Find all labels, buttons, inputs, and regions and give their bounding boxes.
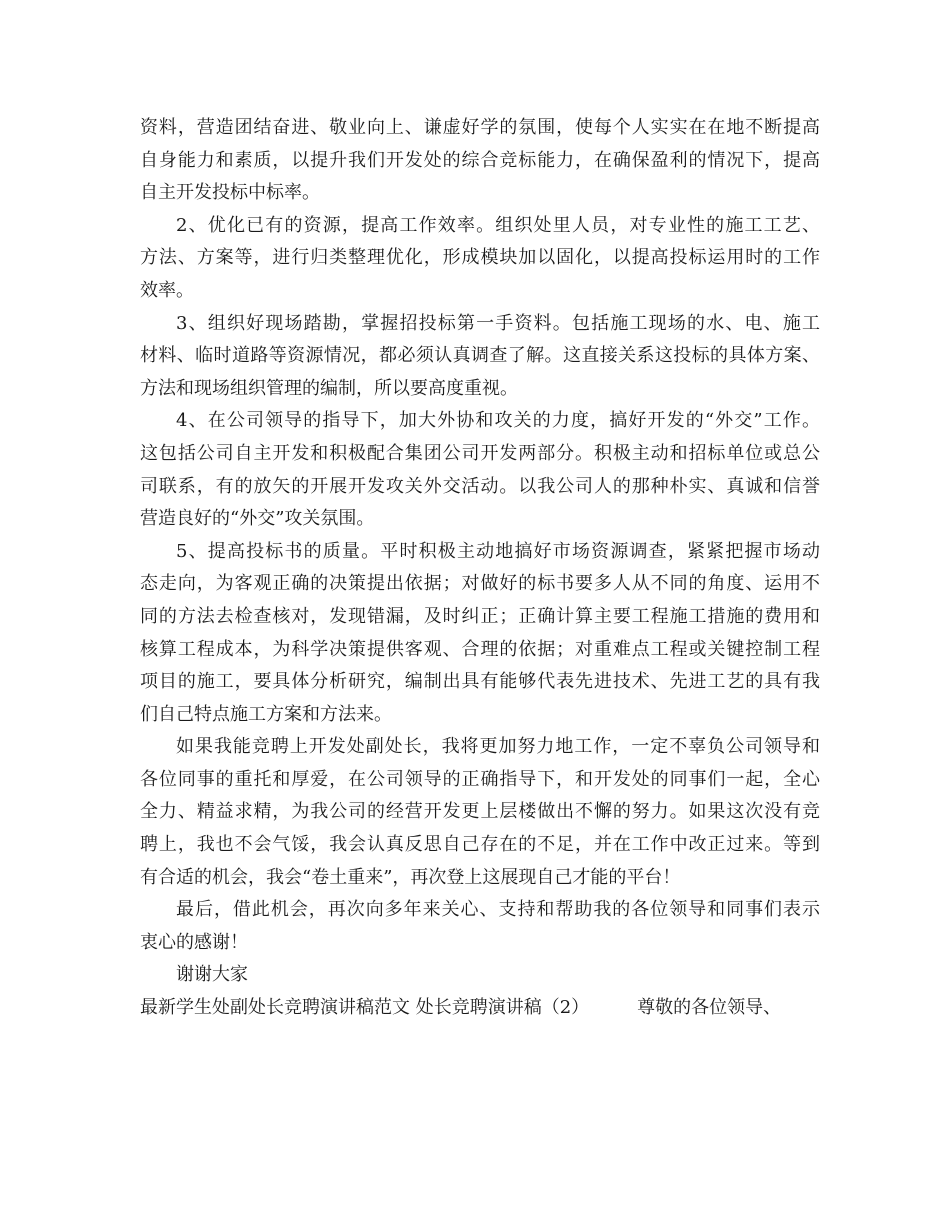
paragraph-line: 材料、临时道路等资源情况，都必须认真调查了解。这直接关系这投标的具体方案、 [140,345,820,367]
paragraph-line: 4、在公司领导的指导下，加大外协和攻关的力度，搞好开发的“外交”工作。 [176,410,820,432]
next-article-greeting: 尊敬的各位领导、 [637,997,782,1019]
paragraph-line: 项目的施工，要具体分析研究，编制出具有能够代表先进技术、先进工艺的具有我 [140,671,820,693]
closing-line: 谢谢大家 [176,964,248,986]
paragraph-line: 资料，营造团结奋进、敬业向上、谦虚好学的氛围，使每个人实实在在地不断提高 [140,117,820,138]
paragraph-line: 全力、精益求精，为我公司的经营开发更上层楼做出不懈的努力。如果这次没有竞 [140,801,820,823]
paragraph-line: 营造良好的“外交”攻关氛围。 [140,508,375,530]
paragraph-line: 同的方法去检查核对，发现错漏，及时纠正；正确计算主要工程施工措施的费用和 [140,605,820,627]
next-article-title: 最新学生处副处长竞聘演讲稿范文 处长竞聘演讲稿（2） [140,997,590,1019]
paragraph-line: 衷心的感谢！ [140,931,248,953]
document-body [140,112,820,1025]
paragraph-line: 5、提高投标书的质量。平时积极主动地搞好市场资源调查，紧紧把握市场动 [176,540,820,562]
paragraph-line: 态走向，为客观正确的决策提出依据；对做好的标书要多人从不同的角度、运用不 [140,573,820,595]
paragraph-line: 最后，借此机会，再次向多年来关心、支持和帮助我的各位领导和同事们表示 [176,899,820,921]
footer-line [140,992,820,1025]
paragraph-line: 方法和现场组织管理的编制，所以要高度重视。 [140,377,518,399]
paragraph-line: 有合适的机会，我会“卷土重来”，再次登上这展现自己才能的平台！ [140,866,681,888]
paragraph-line: 效率。 [140,279,194,301]
paragraph-line: 聘上，我也不会气馁，我会认真反思自己存在的不足，并在工作中改正过来。等到 [140,834,820,856]
paragraph-line: 这包括公司自主开发和积极配合集团公司开发两部分。积极主动和招标单位或总公 [140,442,820,464]
paragraph-line: 各位同事的重托和厚爱，在公司领导的正确指导下，和开发处的同事们一起，全心 [140,768,820,790]
paragraph-line: 3、组织好现场踏勘，掌握招投标第一手资料。包括施工现场的水、电、施工 [176,312,820,334]
paragraph-line: 核算工程成本，为科学决策提供客观、合理的依据；对重难点工程或关键控制工程 [140,638,820,660]
paragraph-line: 2、优化已有的资源，提高工作效率。组织处里人员，对专业性的施工工艺、 [176,214,820,236]
paragraph-line: 方法、方案等，进行归类整理优化，形成模块加以固化，以提高投标运用时的工作 [140,247,820,269]
paragraph-line: 自身能力和素质，以提升我们开发处的综合竞标能力，在确保盈利的情况下，提高 [140,149,820,171]
paragraph-line: 自主开发投标中标率。 [140,182,320,204]
paragraph-line: 如果我能竞聘上开发处副处长，我将更加努力地工作，一定不辜负公司领导和 [176,736,820,758]
paragraph-line: 们自己特点施工方案和方法来。 [140,703,392,725]
paragraph-line: 司联系，有的放矢的开展开发攻关外交活动。以我公司人的那种朴实、真诚和信誉 [140,475,820,497]
